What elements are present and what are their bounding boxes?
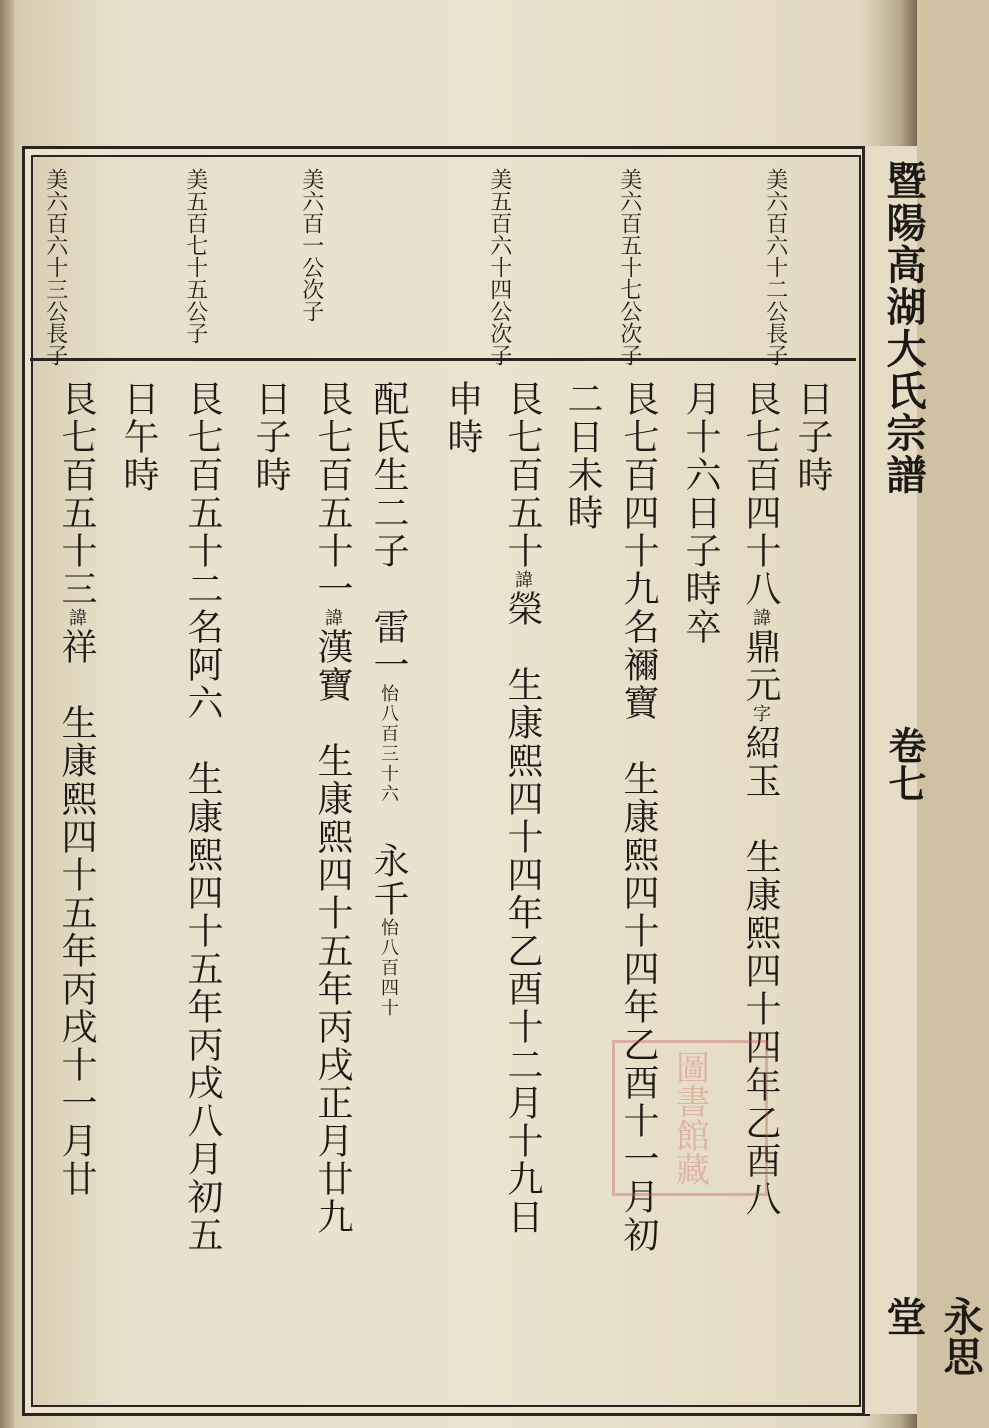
column-text: 日子時 <box>250 380 291 494</box>
column-text: 鼎元 <box>740 628 781 704</box>
text-column <box>310 380 355 1236</box>
column-text: 艮七百四十九名禰寶 生康熙四十四年乙酉十一月初 <box>618 380 659 1254</box>
column-text: 永千 <box>368 804 409 918</box>
column-text: 二日未時 <box>562 380 603 532</box>
register-entry: 美六百一公次子 <box>298 168 324 322</box>
annotation: 怡八百三十六 <box>378 684 399 804</box>
annotation: 諱 <box>322 608 343 628</box>
text-column <box>366 380 411 1018</box>
text-column <box>678 380 723 646</box>
hall-name: 永思堂 <box>880 1296 984 1376</box>
annotation: 諱 <box>512 570 533 590</box>
column-text: 申時 <box>442 380 483 456</box>
book-title: 暨陽高湖大氏宗譜 <box>880 160 927 496</box>
column-text: 日子時 <box>792 380 833 494</box>
register-divider <box>30 358 856 361</box>
text-column <box>560 380 605 532</box>
volume-label: 卷七 <box>882 726 927 802</box>
previous-page-edge <box>0 0 14 1428</box>
annotation: 諱 <box>750 608 771 628</box>
text-column <box>54 380 99 1198</box>
text-column <box>440 380 485 456</box>
annotation: 諱 <box>66 608 87 628</box>
column-text: 日午時 <box>118 380 159 494</box>
register-entry: 美六百六十二公長子 <box>762 168 788 366</box>
seal-text: 圖書館藏 <box>669 1050 710 1186</box>
register-entry: 美六百六十三公長子 <box>42 168 68 366</box>
column-text: 艮七百五十二名阿六 生康熙四十五年丙戌八月初五 <box>182 380 223 1254</box>
annotation: 字 <box>750 704 771 724</box>
register-entry: 美六百五十七公次子 <box>616 168 642 366</box>
column-text: 艮七百五十一 <box>312 380 353 608</box>
column-text: 榮 生康熙四十四年乙酉十二月十九日 <box>502 590 543 1236</box>
text-column <box>790 380 835 494</box>
column-text: 艮七百五十 <box>502 380 543 570</box>
register-entry: 美五百七十五公子 <box>182 168 208 344</box>
annotation: 怡八百四十 <box>378 918 399 1018</box>
text-column <box>116 380 161 494</box>
column-text: 紹玉 生康熙四十四年乙酉八 <box>740 724 781 1218</box>
text-column <box>248 380 293 494</box>
text-column <box>180 380 225 1254</box>
column-text: 月十六日子時卒 <box>680 380 721 646</box>
title-column <box>862 146 984 1414</box>
column-text: 艮七百四十八 <box>740 380 781 608</box>
register-entry: 美五百六十四公次子 <box>486 168 512 366</box>
collection-seal <box>612 1040 768 1196</box>
text-column <box>500 380 545 1236</box>
column-text: 配氏生二子 雷一 <box>368 380 409 684</box>
column-text: 艮七百五十三 <box>56 380 97 608</box>
column-text: 漢寶 生康熙四十五年丙戌正月廿九 <box>312 628 353 1236</box>
column-text: 祥 生康熙四十五年丙戌十一月廿 <box>56 628 97 1198</box>
